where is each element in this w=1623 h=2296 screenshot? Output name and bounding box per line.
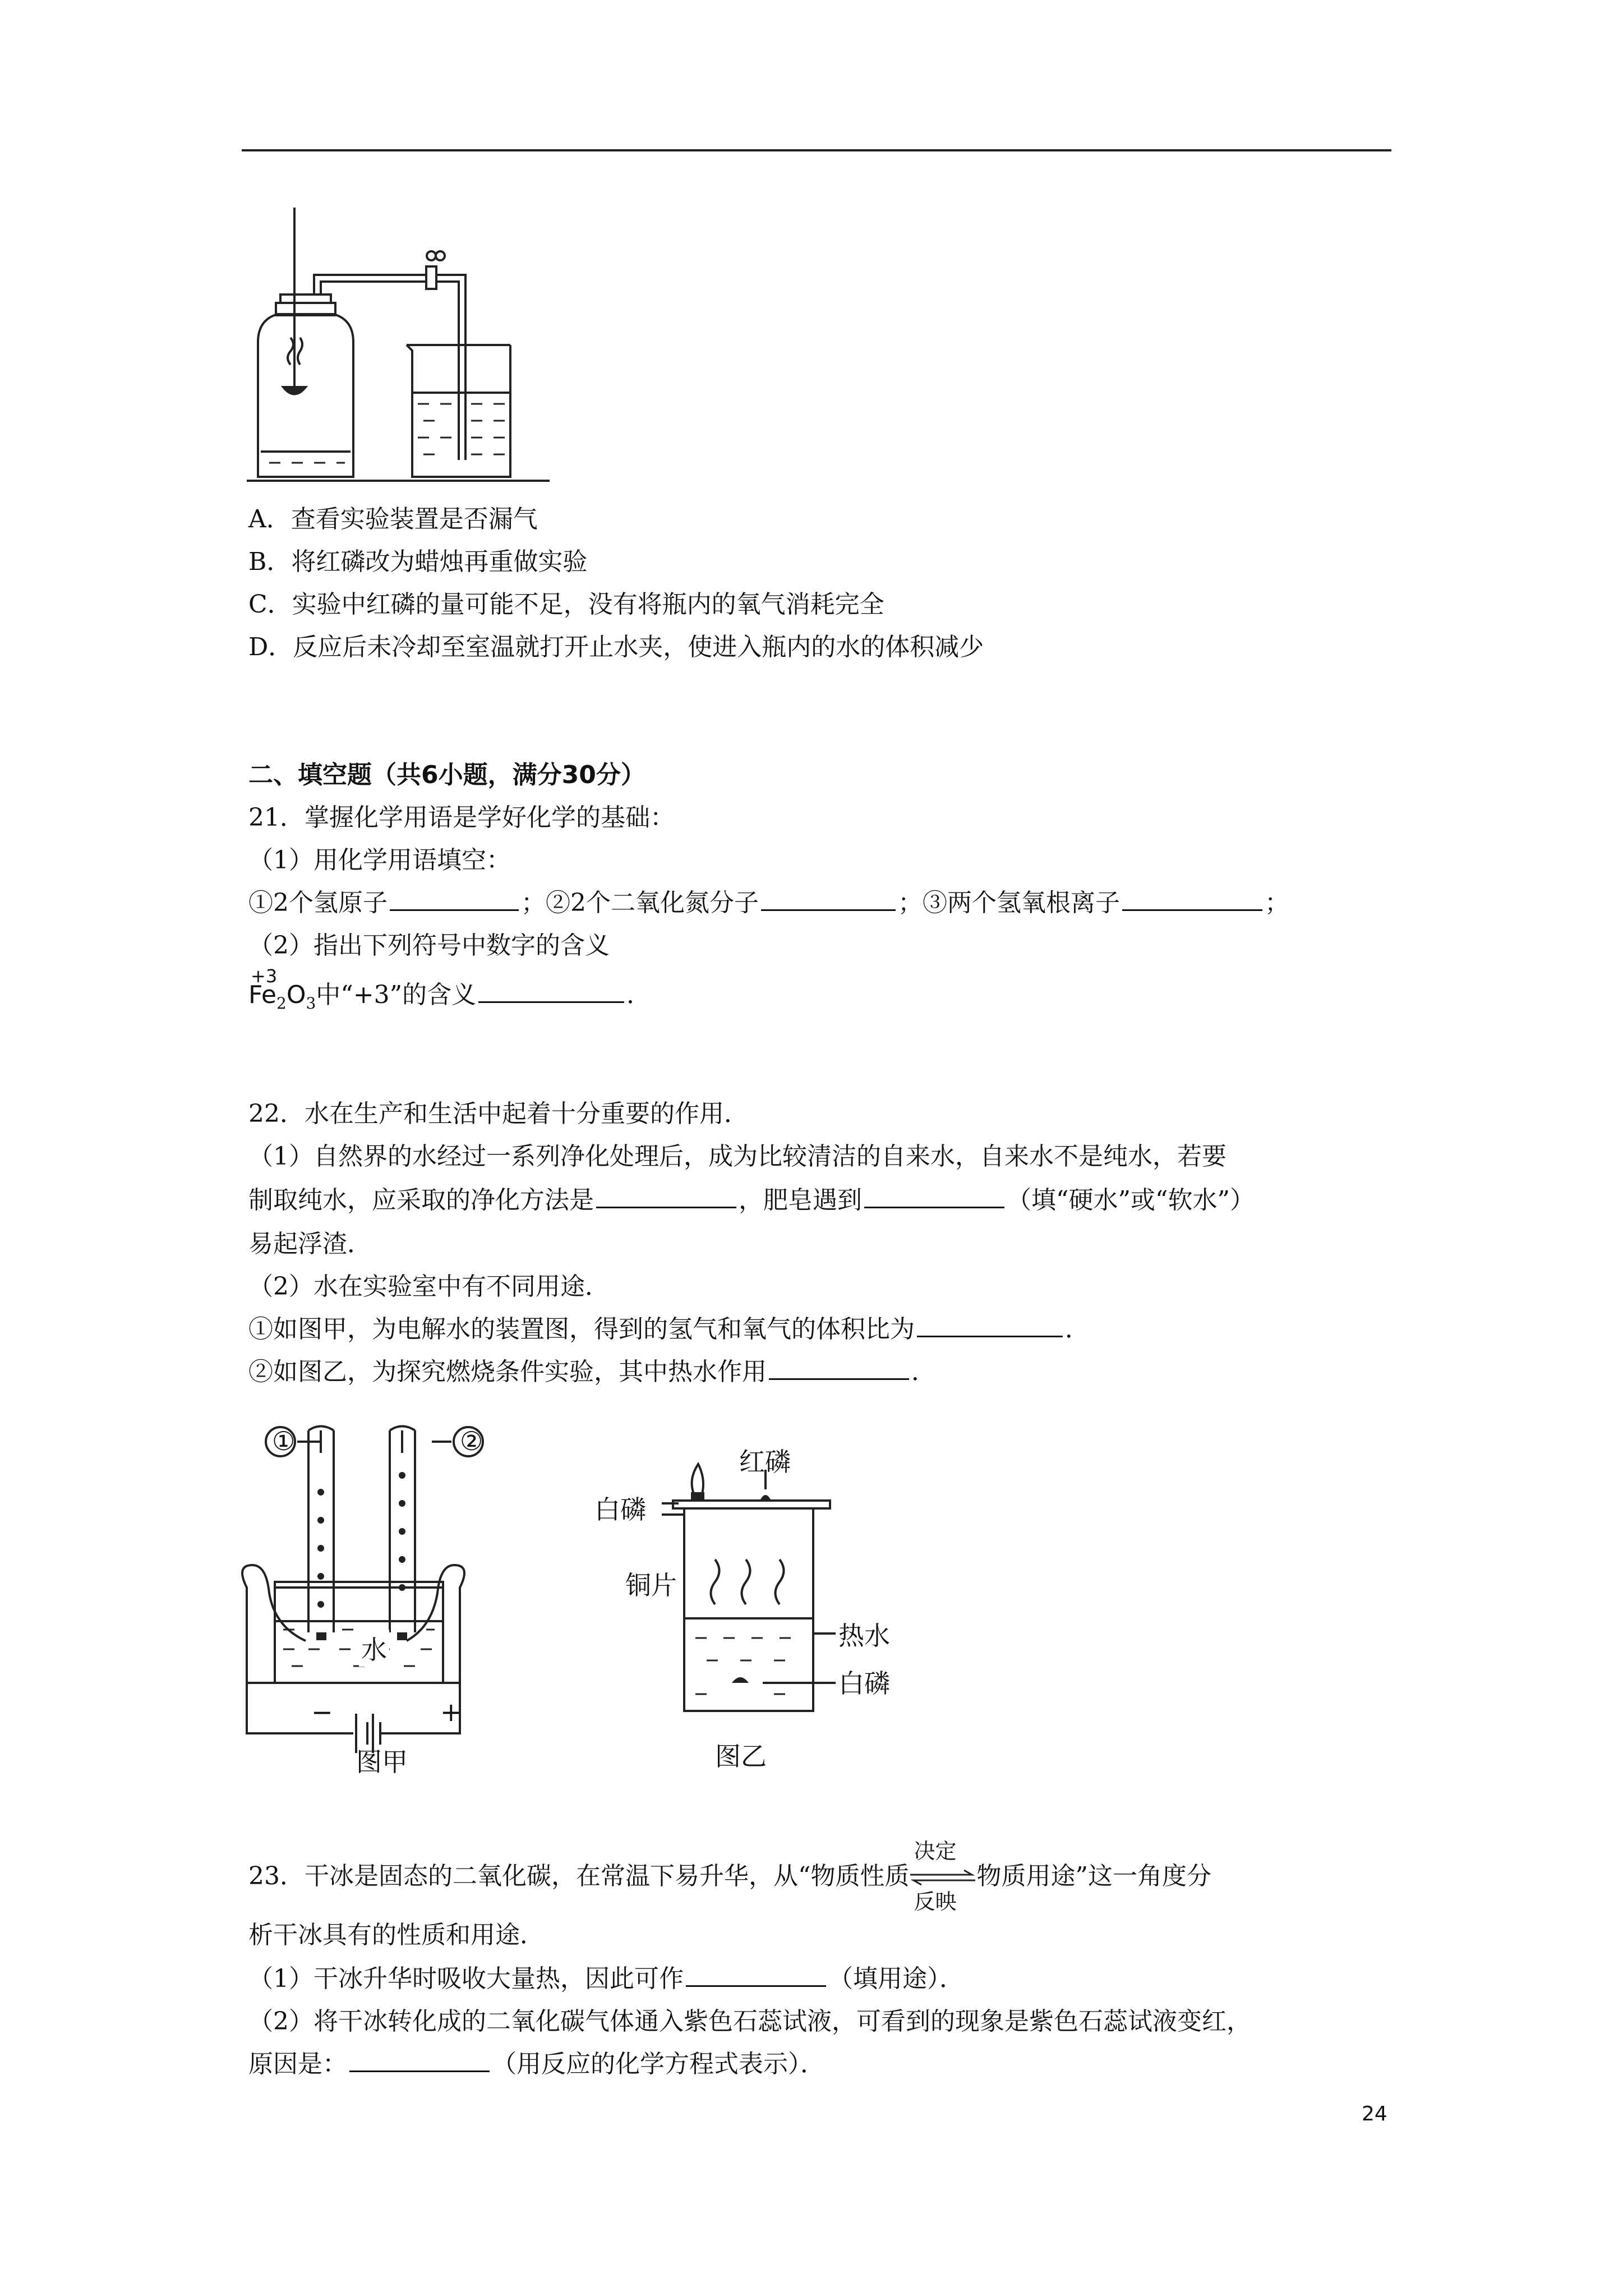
fe2o3-formula-line: [248, 965, 652, 1018]
q21-item3-text: ；③两个氢氧根离子: [898, 889, 1120, 917]
q22-text-1: 制取纯水，应采取的净化方法是: [248, 1186, 594, 1214]
q22-text-3: （填“硬水”或“软水”）: [1007, 1186, 1255, 1214]
q22-blank-4[interactable]: [769, 1356, 909, 1380]
q23-part1-end: （填用途）．: [828, 1964, 964, 1993]
q22-item1: [248, 1313, 1090, 1346]
option-b: B．将红磷改为蜡烛再重做实验: [248, 547, 588, 576]
arrow-top-label: 决定: [914, 1838, 957, 1864]
q21-part2: （2）指出下列符号中数字的含义: [248, 931, 610, 960]
equilibrium-arrow-icon: [909, 1869, 976, 1886]
tube-label-2: ②: [460, 1426, 483, 1456]
q22-part2: （2）水在实验室中有不同用途．: [248, 1272, 610, 1301]
q23-stem-part2: 物质用途”这一角度分: [976, 1862, 1211, 1890]
white-phosphorus-top-label: 白磷: [594, 1494, 646, 1525]
fe-element: Fe: [248, 981, 276, 1009]
fe-valence: +3: [251, 965, 278, 987]
red-phosphorus-label: 红磷: [739, 1447, 791, 1477]
q22-part1-line2: [248, 1184, 1255, 1217]
arrow-bottom-label: 反映: [914, 1889, 957, 1914]
q21-blank-1[interactable]: [390, 887, 519, 911]
q22-item1-end: ．: [1065, 1315, 1090, 1343]
q23-part2-end: （用反应的化学方程式表示）．: [492, 2050, 825, 2078]
q22-blank-1[interactable]: [596, 1184, 736, 1208]
tube-label-1: ①: [272, 1426, 296, 1456]
fe-meaning-text: 中“+3”的含义: [316, 981, 477, 1009]
q22-item2-end: ．: [911, 1358, 936, 1386]
q23-part2-text: 原因是：: [248, 2050, 347, 2078]
q21-items: [248, 886, 1289, 920]
minus-label: −: [311, 1697, 333, 1727]
q22-part1-line3: 易起浮渣．: [248, 1230, 372, 1258]
o-subscript: 3: [306, 993, 316, 1013]
fe-end: ．: [626, 981, 652, 1009]
option-c: C．实验中红磷的量可能不足，没有将瓶内的氧气消耗完全: [248, 590, 884, 619]
copper-sheet-label: 铜片: [625, 1570, 677, 1600]
fe-symbol: [248, 965, 278, 1009]
fe-subscript: 2: [276, 993, 287, 1013]
q23-part1-text: （1）干冰升华时吸收大量热，因此可作: [248, 1964, 684, 1993]
q21-blank-3[interactable]: [1122, 887, 1262, 911]
plus-label: +: [440, 1697, 462, 1727]
o-element: O: [286, 981, 306, 1009]
q22-item2: [248, 1355, 936, 1389]
q22-part1-line1: （1）自然界的水经过一系列净化处理后，成为比较清洁的自来水，自来水不是纯水，若要: [248, 1142, 1227, 1171]
header-rule: [242, 149, 1391, 151]
q21-item-end: ；: [1265, 889, 1289, 917]
oxygen-experiment-apparatus: [247, 202, 561, 488]
q21-stem: 21．掌握化学用语是学好化学的基础：: [248, 803, 675, 832]
option-d: D．反应后未冷却至室温就打开止水夹，使进入瓶内的水的体积减少: [248, 633, 984, 661]
q22-blank-2[interactable]: [864, 1184, 1004, 1208]
electrolysis-figure: [241, 1419, 522, 1778]
water-label: 水: [359, 1630, 389, 1667]
q23-part1: [248, 1962, 964, 1996]
q22-blank-3[interactable]: [917, 1313, 1063, 1337]
option-a: A．查看实验装置是否漏气: [248, 505, 538, 533]
q23-stem-line2: 析干冰具有的性质和用途．: [248, 1921, 545, 1949]
q23-part2-line2: [248, 2047, 825, 2081]
q22-stem: 22．水在生产和生活中起着十分重要的作用．: [248, 1099, 749, 1128]
white-phosphorus-bottom-label: 白磷: [838, 1668, 890, 1699]
q23-stem-part1: 23．干冰是固态的二氧化碳，在常温下易升华，从“物质性质: [248, 1862, 910, 1890]
page-number: 24: [1362, 2102, 1387, 2125]
q22-text-2: ，肥皂遇到: [739, 1186, 862, 1214]
figure-jia-caption: 图甲: [356, 1747, 408, 1777]
figure-yi-caption: 图乙: [715, 1741, 767, 1772]
q22-item1-text: ①如图甲，为电解水的装置图，得到的氢气和氧气的体积比为: [248, 1315, 915, 1343]
q21-item1-text: ①2个氢原子: [248, 889, 388, 917]
decide-reflect-arrow: [909, 1838, 976, 1914]
q23-blank-2[interactable]: [349, 2048, 490, 2072]
q21-blank-4[interactable]: [478, 979, 624, 1003]
q22-item2-text: ②如图乙，为探究燃烧条件实验，其中热水作用: [248, 1358, 767, 1386]
q23-part2-line1: （2）将干冰转化成的二氧化碳气体通入紫色石蕊试液，可看到的现象是紫色石蕊试液变红，: [248, 2007, 1251, 2036]
section-heading: 二、填空题（共6小题，满分30分）: [248, 761, 645, 789]
q21-blank-2[interactable]: [761, 887, 896, 911]
hot-water-label: 热水: [838, 1621, 890, 1651]
q23-blank-1[interactable]: [686, 1963, 826, 1987]
q23-stem-line1: [248, 1838, 1211, 1914]
q21-part1: （1）用化学用语填空：: [248, 846, 511, 875]
q21-item2-text: ；②2个二氧化氮分子: [521, 889, 759, 917]
